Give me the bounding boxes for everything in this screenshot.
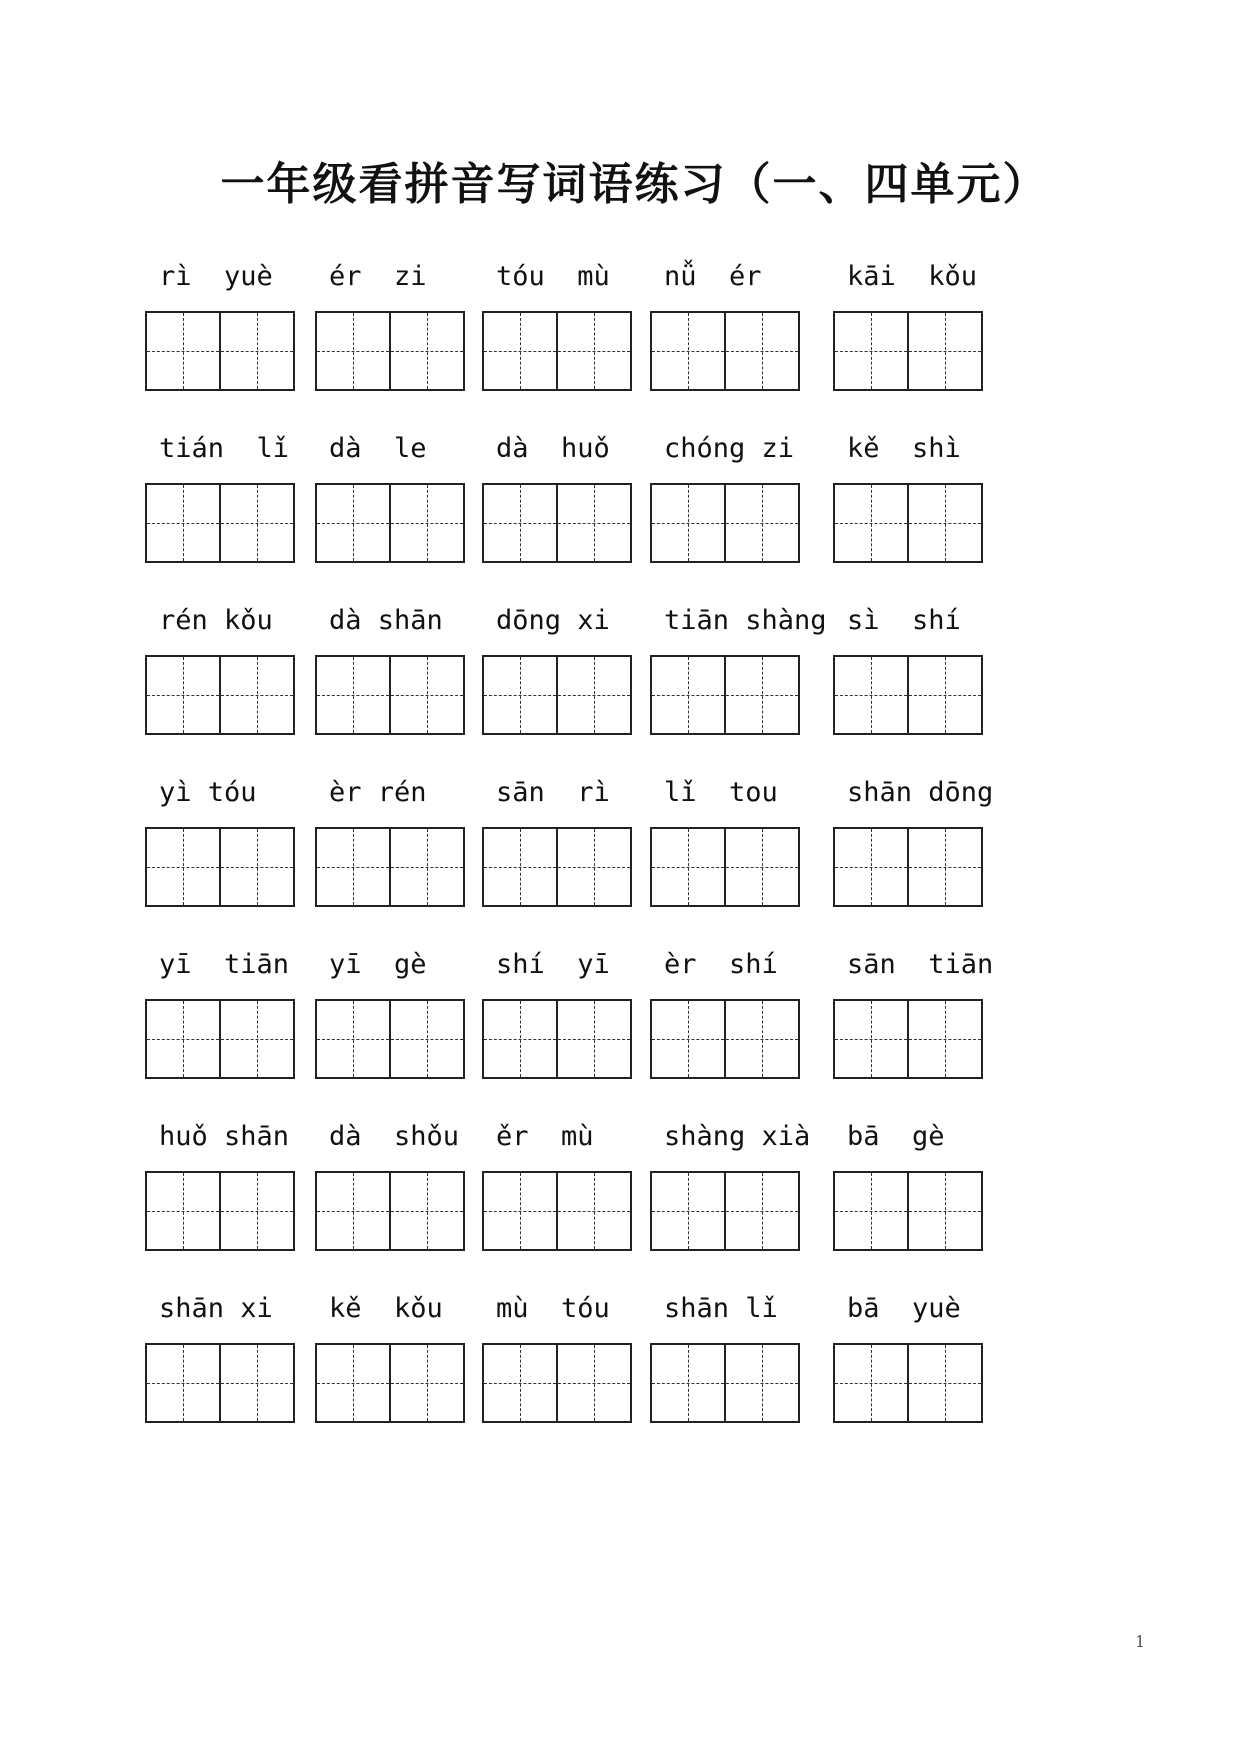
writing-boxes[interactable] [482, 1343, 632, 1423]
tian-zi-ge-box[interactable] [835, 485, 907, 561]
word-item [833, 255, 993, 391]
writing-boxes[interactable] [833, 1343, 983, 1423]
tian-zi-ge-box[interactable] [219, 1001, 293, 1077]
writing-boxes[interactable] [650, 483, 800, 563]
tian-zi-ge-box[interactable] [219, 1173, 293, 1249]
word-item [650, 1115, 810, 1251]
tian-zi-ge-box[interactable] [556, 313, 630, 389]
tian-zi-ge-box[interactable] [147, 829, 219, 905]
pinyin-label: nǚ ér [664, 261, 762, 292]
writing-boxes[interactable] [315, 1171, 465, 1251]
word-item [833, 943, 993, 1079]
word-item [315, 1287, 475, 1423]
writing-boxes[interactable] [650, 827, 800, 907]
tian-zi-ge-box[interactable] [484, 485, 556, 561]
tian-zi-ge-box[interactable] [389, 485, 463, 561]
pinyin-label: shān lǐ [664, 1293, 778, 1324]
writing-boxes[interactable] [833, 827, 983, 907]
word-item [482, 1287, 642, 1423]
tian-zi-ge-box[interactable] [317, 485, 389, 561]
tian-zi-ge-box[interactable] [835, 829, 907, 905]
writing-boxes[interactable] [145, 827, 295, 907]
pinyin-label: yī gè [329, 949, 427, 980]
pinyin-label: yī tiān [159, 949, 290, 980]
tian-zi-ge-box[interactable] [556, 1001, 630, 1077]
tian-zi-ge-box[interactable] [652, 829, 724, 905]
writing-boxes[interactable] [833, 311, 983, 391]
writing-boxes[interactable] [145, 999, 295, 1079]
tian-zi-ge-box[interactable] [835, 657, 907, 733]
pinyin-label: èr rén [329, 777, 427, 808]
word-item [482, 771, 642, 907]
tian-zi-ge-box[interactable] [907, 829, 981, 905]
tian-zi-ge-box[interactable] [147, 1173, 219, 1249]
word-item [650, 599, 827, 735]
pinyin-label: rì yuè [159, 261, 273, 292]
writing-boxes[interactable] [145, 1343, 295, 1423]
pinyin-label: kě kǒu [329, 1293, 443, 1324]
word-item [145, 1287, 305, 1423]
writing-boxes[interactable] [482, 311, 632, 391]
tian-zi-ge-box[interactable] [835, 1173, 907, 1249]
tian-zi-ge-box[interactable] [219, 313, 293, 389]
tian-zi-ge-box[interactable] [219, 1345, 293, 1421]
tian-zi-ge-box[interactable] [317, 1345, 389, 1421]
exercise-row [145, 943, 1105, 1115]
writing-boxes[interactable] [315, 483, 465, 563]
tian-zi-ge-box[interactable] [556, 1345, 630, 1421]
writing-boxes[interactable] [650, 311, 800, 391]
writing-boxes[interactable] [145, 1171, 295, 1251]
pinyin-label: tiān shàng [664, 605, 827, 636]
writing-boxes[interactable] [650, 655, 800, 735]
pinyin-label: yì tóu [159, 777, 257, 808]
tian-zi-ge-box[interactable] [724, 1173, 798, 1249]
pinyin-label: ér zi [329, 261, 427, 292]
pinyin-label: shān dōng [847, 777, 994, 808]
pinyin-label: chóng zi [664, 433, 795, 464]
pinyin-label: sān rì [496, 777, 610, 808]
writing-boxes[interactable] [145, 655, 295, 735]
writing-boxes[interactable] [315, 655, 465, 735]
writing-boxes[interactable] [833, 999, 983, 1079]
word-item [650, 427, 810, 563]
word-item [482, 943, 642, 1079]
pinyin-label: tóu mù [496, 261, 610, 292]
writing-boxes[interactable] [833, 483, 983, 563]
tian-zi-ge-box[interactable] [556, 1173, 630, 1249]
exercise-row [145, 1115, 1105, 1287]
pinyin-label: rén kǒu [159, 605, 273, 636]
tian-zi-ge-box[interactable] [484, 657, 556, 733]
word-item [315, 943, 475, 1079]
writing-boxes[interactable] [315, 311, 465, 391]
writing-boxes[interactable] [650, 999, 800, 1079]
pinyin-label: shàng xià [664, 1121, 811, 1152]
word-item [482, 1115, 642, 1251]
writing-boxes[interactable] [145, 311, 295, 391]
page-number: 1 [1135, 1632, 1146, 1651]
page-title: 一年级看拼音写词语练习（一、四单元） [220, 159, 1049, 210]
tian-zi-ge-box[interactable] [556, 657, 630, 733]
pinyin-label: lǐ tou [664, 777, 778, 808]
word-item [315, 427, 475, 563]
pinyin-label: kě shì [847, 433, 961, 464]
writing-boxes[interactable] [482, 827, 632, 907]
tian-zi-ge-box[interactable] [652, 1345, 724, 1421]
tian-zi-ge-box[interactable] [907, 1173, 981, 1249]
writing-boxes[interactable] [145, 483, 295, 563]
tian-zi-ge-box[interactable] [317, 1173, 389, 1249]
tian-zi-ge-box[interactable] [907, 1001, 981, 1077]
word-item [315, 255, 475, 391]
pinyin-label: tián lǐ [159, 433, 290, 464]
word-item [833, 427, 993, 563]
writing-boxes[interactable] [650, 1343, 800, 1423]
tian-zi-ge-box[interactable] [652, 1173, 724, 1249]
tian-zi-ge-box[interactable] [724, 1345, 798, 1421]
tian-zi-ge-box[interactable] [147, 313, 219, 389]
tian-zi-ge-box[interactable] [724, 313, 798, 389]
tian-zi-ge-box[interactable] [147, 657, 219, 733]
word-item [145, 599, 305, 735]
tian-zi-ge-box[interactable] [389, 829, 463, 905]
pinyin-label: dōng xi [496, 605, 610, 636]
pinyin-label: dà le [329, 433, 427, 464]
word-item [650, 771, 810, 907]
word-item [833, 771, 993, 907]
word-item [482, 255, 642, 391]
tian-zi-ge-box[interactable] [484, 313, 556, 389]
tian-zi-ge-box[interactable] [317, 1001, 389, 1077]
word-item [650, 255, 810, 391]
tian-zi-ge-box[interactable] [652, 1001, 724, 1077]
word-item [145, 427, 305, 563]
word-item [315, 771, 475, 907]
tian-zi-ge-box[interactable] [389, 1345, 463, 1421]
writing-boxes[interactable] [482, 1171, 632, 1251]
word-item [145, 943, 305, 1079]
tian-zi-ge-box[interactable] [907, 1345, 981, 1421]
writing-boxes[interactable] [482, 999, 632, 1079]
tian-zi-ge-box[interactable] [835, 313, 907, 389]
tian-zi-ge-box[interactable] [219, 485, 293, 561]
tian-zi-ge-box[interactable] [389, 1001, 463, 1077]
word-item [482, 427, 642, 563]
writing-boxes[interactable] [833, 655, 983, 735]
tian-zi-ge-box[interactable] [652, 485, 724, 561]
word-item [833, 1115, 993, 1251]
exercise-row [145, 255, 1105, 427]
exercise-row [145, 599, 1105, 771]
pinyin-label: dà shān [329, 605, 443, 636]
pinyin-label: mù tóu [496, 1293, 610, 1324]
pinyin-label: shān xi [159, 1293, 273, 1324]
word-item [833, 1287, 993, 1423]
word-item [315, 1115, 475, 1251]
tian-zi-ge-box[interactable] [147, 1001, 219, 1077]
word-item [145, 255, 305, 391]
tian-zi-ge-box[interactable] [556, 829, 630, 905]
pinyin-label: dà huǒ [496, 433, 610, 464]
word-item [650, 1287, 810, 1423]
writing-boxes[interactable] [650, 1171, 800, 1251]
pinyin-label: èr shí [664, 949, 778, 980]
tian-zi-ge-box[interactable] [317, 657, 389, 733]
tian-zi-ge-box[interactable] [317, 313, 389, 389]
tian-zi-ge-box[interactable] [389, 313, 463, 389]
tian-zi-ge-box[interactable] [147, 1345, 219, 1421]
writing-boxes[interactable] [482, 655, 632, 735]
word-item [482, 599, 642, 735]
tian-zi-ge-box[interactable] [724, 657, 798, 733]
tian-zi-ge-box[interactable] [317, 829, 389, 905]
pinyin-label: sān tiān [847, 949, 994, 980]
tian-zi-ge-box[interactable] [652, 657, 724, 733]
tian-zi-ge-box[interactable] [484, 1345, 556, 1421]
pinyin-label: bā gè [847, 1121, 945, 1152]
exercise-row [145, 1287, 1105, 1459]
tian-zi-ge-box[interactable] [907, 657, 981, 733]
exercise-row [145, 427, 1105, 599]
tian-zi-ge-box[interactable] [724, 1001, 798, 1077]
tian-zi-ge-box[interactable] [484, 829, 556, 905]
pinyin-label: shí yī [496, 949, 610, 980]
tian-zi-ge-box[interactable] [835, 1001, 907, 1077]
word-item [315, 599, 475, 735]
writing-boxes[interactable] [482, 483, 632, 563]
tian-zi-ge-box[interactable] [724, 829, 798, 905]
tian-zi-ge-box[interactable] [556, 485, 630, 561]
tian-zi-ge-box[interactable] [147, 485, 219, 561]
word-item [650, 943, 810, 1079]
word-item [833, 599, 993, 735]
writing-boxes[interactable] [315, 1343, 465, 1423]
pinyin-label: huǒ shān [159, 1121, 290, 1152]
exercise-row [145, 771, 1105, 943]
tian-zi-ge-box[interactable] [219, 829, 293, 905]
tian-zi-ge-box[interactable] [652, 313, 724, 389]
pinyin-label: dà shǒu [329, 1121, 460, 1152]
word-item [145, 1115, 305, 1251]
tian-zi-ge-box[interactable] [389, 657, 463, 733]
writing-boxes[interactable] [833, 1171, 983, 1251]
tian-zi-ge-box[interactable] [219, 657, 293, 733]
tian-zi-ge-box[interactable] [907, 313, 981, 389]
word-item [145, 771, 305, 907]
tian-zi-ge-box[interactable] [484, 1001, 556, 1077]
pinyin-label: bā yuè [847, 1293, 961, 1324]
writing-boxes[interactable] [315, 999, 465, 1079]
tian-zi-ge-box[interactable] [389, 1173, 463, 1249]
tian-zi-ge-box[interactable] [835, 1345, 907, 1421]
tian-zi-ge-box[interactable] [907, 485, 981, 561]
exercise-grid [145, 255, 1105, 1459]
tian-zi-ge-box[interactable] [484, 1173, 556, 1249]
writing-boxes[interactable] [315, 827, 465, 907]
pinyin-label: ěr mù [496, 1121, 594, 1152]
pinyin-label: kāi kǒu [847, 261, 978, 292]
pinyin-label: sì shí [847, 605, 961, 636]
tian-zi-ge-box[interactable] [724, 485, 798, 561]
